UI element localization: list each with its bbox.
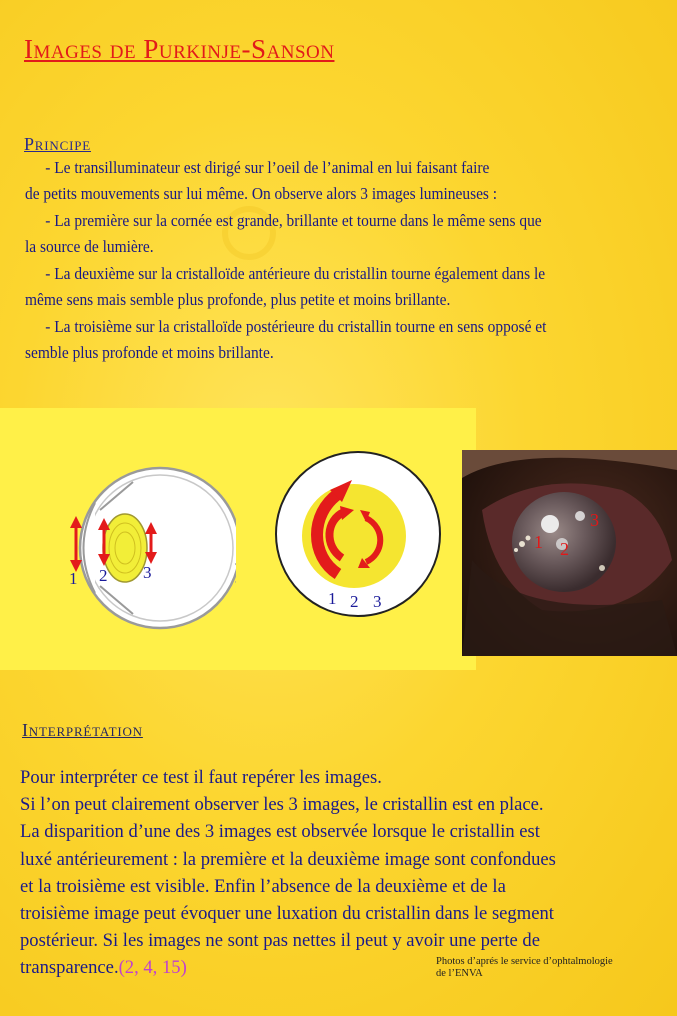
rotation-diagram-panel [236, 408, 476, 670]
principe-line: même sens mais semble plus profonde, plus petite et moins brillante. [25, 290, 451, 309]
eye-label-2: 2 [99, 566, 108, 585]
eye-photo [462, 450, 677, 656]
reference-citation: (2, 4, 15) [118, 957, 187, 979]
eye-label-1: 1 [69, 569, 78, 588]
photo-label-1: 1 [534, 532, 543, 552]
photo-label-2: 2 [560, 539, 569, 559]
interpretation-line: La disparition d’une des 3 images est observée lorsque le cristallin est [20, 821, 540, 843]
photo-label-3: 3 [590, 510, 599, 530]
principe-line: - La troisième sur la cristalloïde postérieure du cristallin tourne en sens opposé et [45, 317, 547, 336]
interpretation-line: postérieur. Si les images ne sont pas nettes il peut y avoir une perte de [20, 930, 540, 952]
caption-line: de l’ENVA [436, 968, 483, 979]
interpretation-heading: Interprétation [22, 720, 143, 740]
interpretation-text [20, 764, 665, 982]
interpretation-line: Si l’on peut clairement observer les 3 images, le cristallin est en place. [20, 794, 544, 816]
circle-label-3: 3 [373, 592, 382, 611]
lens-shape [103, 514, 147, 582]
principe-line: semble plus profonde et moins brillante. [25, 343, 274, 362]
rotation-diagram [236, 408, 476, 670]
caption-line: Photos d’aprés le service d’ophtalmologie [436, 956, 613, 967]
principe-line: - La deuxième sur la cristalloïde antérieure du cristallin tourne également dans le [45, 264, 546, 283]
eye-photo-illustration [462, 450, 677, 656]
page-title: Images de Purkinje-Sanson [24, 34, 335, 64]
principe-line: - La première sur la cornée est grande, brillante et tourne dans le même sens que [45, 211, 542, 230]
principe-line: de petits mouvements sur lui même. On observe alors 3 images lumineuses : [25, 184, 498, 203]
reflection-3 [575, 511, 585, 521]
interpretation-line: Pour interpréter ce test il faut repérer les images. [20, 767, 382, 788]
interpretation-line: transparence. [20, 957, 119, 979]
circle-label-2: 2 [350, 592, 359, 611]
eye-cross-section-diagram [0, 408, 240, 670]
principe-line: la source de lumière. [25, 237, 154, 256]
principe-heading: Principe [24, 134, 91, 154]
circle-label-1: 1 [328, 589, 337, 608]
interpretation-line: luxé antérieurement : la première et la deuxième image sont confondues [20, 848, 556, 870]
interpretation-line: et la troisième est visible. Enfin l’absence de la deuxième et de la [20, 875, 506, 897]
photo-credit-caption [436, 956, 613, 980]
eye-diagram-panel [0, 408, 240, 670]
reflection-1 [541, 515, 559, 533]
interpretation-line: troisième image peut évoquer une luxation du cristallin dans le segment [20, 903, 554, 925]
principe-line: - Le transilluminateur est dirigé sur l’oeil de l’animal en lui faisant faire [45, 158, 490, 177]
eye-label-3: 3 [143, 563, 152, 582]
